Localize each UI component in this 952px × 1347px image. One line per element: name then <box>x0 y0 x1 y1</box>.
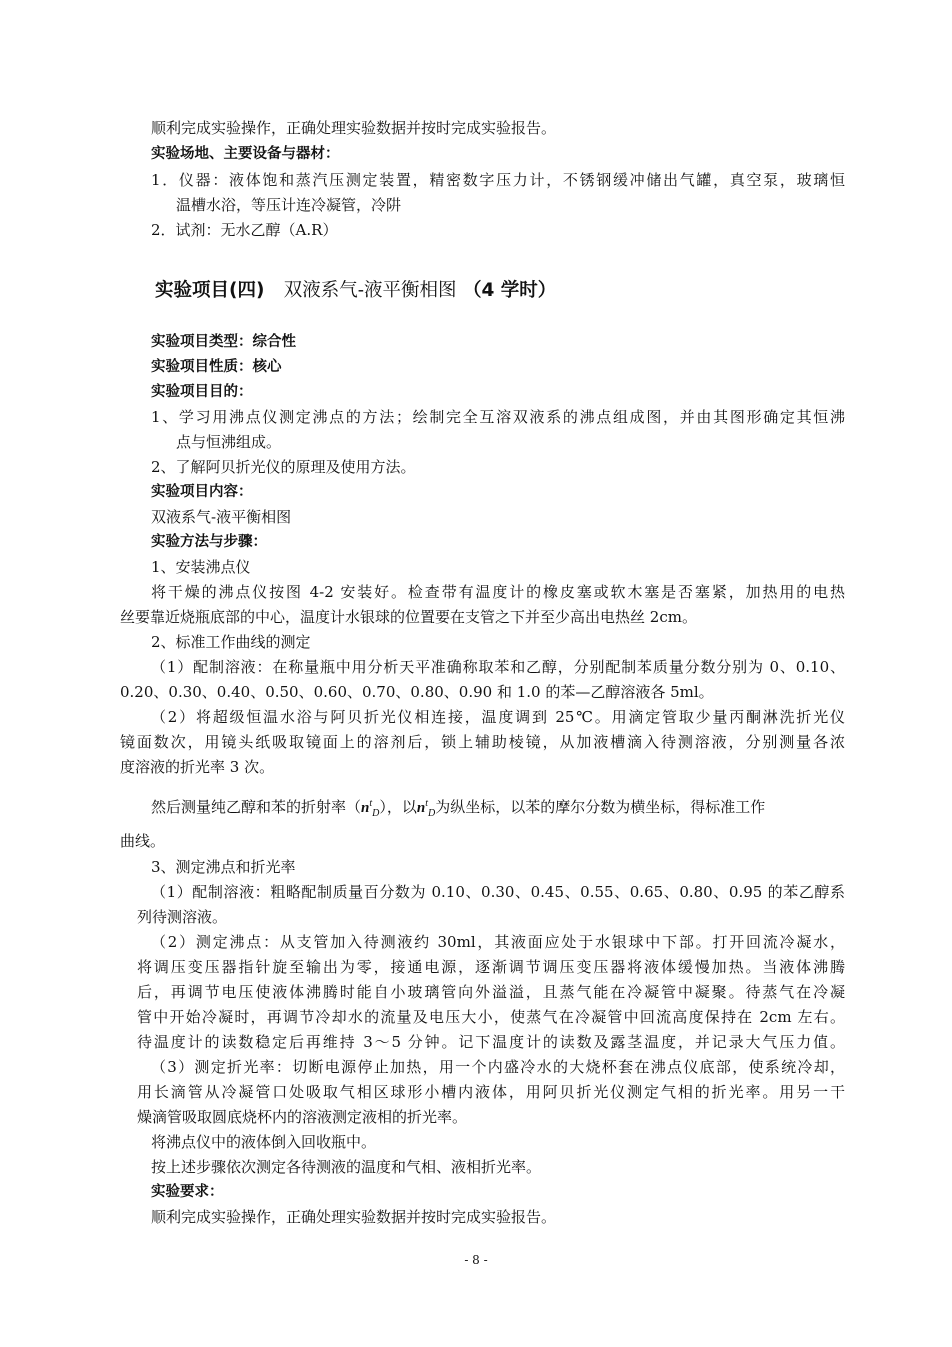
refractive-index-symbol: $n^t_D$ <box>361 798 380 819</box>
step2-curve-paragraph: 然后测量纯乙醇和苯的折射率$(n^t_D)$，以$n^t_D$为纵坐标，以苯的摩尔分数为横坐标，得标准工作 <box>151 798 766 819</box>
step2-refract-paragraph: （2）将超级恒温水浴与阿贝折光仪相连接，温度调到 25℃。用滴定管取少量丙酮淋洗折光仪 <box>151 708 845 726</box>
content-text: 双液系气-液平衡相图 <box>151 508 292 526</box>
section-title-number: 实验项目(四) <box>155 280 265 301</box>
type-line: 实验项目类型：综合性 <box>151 334 296 350</box>
purpose-item-1: 1、学习用沸点仪测定沸点的方法；绘制完全互溶双液系的沸点组成图，并由其图形确定其恒沸 <box>151 408 845 426</box>
content-heading: 实验项目内容： <box>151 484 253 500</box>
step3-prep-paragraph-cont: 列待测溶液。 <box>137 908 228 926</box>
section-title <box>155 281 556 301</box>
requirements-heading: 实验要求： <box>151 1184 224 1200</box>
step2-title: 2、标准工作曲线的测定 <box>151 633 311 651</box>
equipment-item-1-cont: 温槽水浴，等压计连冷凝管，冷阱 <box>176 196 402 214</box>
step3-refract-paragraph-line2: 用长滴管从冷凝管口处吸取气相区球形小槽内液体，用阿贝折光仪测定气相的折光率。用另一干 <box>137 1083 845 1101</box>
step3-title: 3、测定沸点和折光率 <box>151 858 296 876</box>
requirements-text: 顺利完成实验操作，正确处理实验数据并按时完成实验报告。 <box>151 1208 557 1226</box>
page-number: - 8 - <box>464 1253 488 1267</box>
step3-boil-paragraph-line5: 待温度计的读数稳定后再维持 3～5 分钟。记下温度计的读数及露茎温度，并记录大气压力值。 <box>137 1033 845 1051</box>
step3-repeat-line: 按上述步骤依次测定各待测液的温度和气相、液相折光率。 <box>151 1158 542 1176</box>
step3-refract-paragraph-line3: 燥滴管吸取圆底烧杯内的溶液测定液相的折光率。 <box>137 1108 468 1126</box>
section-title-hours: （4 学时） <box>462 280 557 301</box>
step3-boil-paragraph: （2）测定沸点：从支管加入待测液约 30ml，其液面应处于水银球中下部。打开回流冷凝水， <box>151 933 845 951</box>
step2-refract-paragraph-end: 度溶液的折光率 3 次。 <box>120 758 275 776</box>
step1-paragraph-cont: 丝要靠近烧瓶底部的中心，温度计水银球的位置要在支管之下并至少高出电热丝 2cm。 <box>120 608 697 626</box>
step3-boil-paragraph-line2: 将调压变压器指针旋至输出为零，接通电源，逐渐调节调压变压器将液体缓慢加热。当液体沸腾 <box>137 958 845 976</box>
step3-prep-paragraph: （1）配制溶液：粗略配制质量百分数为 0.10、0.30、0.45、0.55、0.65、0.80、0.95 的苯乙醇系 <box>151 883 845 901</box>
step1-paragraph: 将干燥的沸点仪按图 4-2 安装好。检查带有温度计的橡皮塞或软木塞是否塞紧，加热用的电热 <box>151 583 845 601</box>
purpose-item-2: 2、了解阿贝折光仪的原理及使用方法。 <box>151 458 416 476</box>
step3-boil-paragraph-line3: 后，再调节电压使液体沸腾时能自小玻璃管向外溢溢，且蒸气能在冷凝管中凝聚。待蒸气在冷凝 <box>137 983 845 1001</box>
step2-refract-paragraph-cont: 镜面数次，用镜头纸吸取镜面上的溶剂后，锁上辅助棱镜，从加液槽滴入待测溶液，分别测量各浓 <box>120 733 845 751</box>
step2-prep-paragraph-cont: 0.20、0.30、0.40、0.50、0.60、0.70、0.80、0.90 和 1.0 的苯—乙醇溶液各 5ml。 <box>120 683 714 701</box>
reagent-item-2: 2．试剂：无水乙醇（A.R） <box>151 221 338 239</box>
step3-refract-paragraph: （3）测定折光率：切断电源停止加热，用一个内盛冷水的大烧杯套在沸点仪底部，使系统冷却， <box>151 1058 845 1076</box>
nature-line: 实验项目性质：核心 <box>151 359 282 375</box>
section-title-name: 双液系气-液平衡相图 <box>283 280 457 301</box>
step3-recover-line: 将沸点仪中的液体倒入回收瓶中。 <box>151 1133 377 1151</box>
step3-boil-paragraph-line4: 管中开始冷凝时，再调节冷却水的流量及电压大小，使蒸气在冷凝管中回流高度保持在 2cm 左右。 <box>137 1008 845 1026</box>
method-heading: 实验方法与步骤： <box>151 534 267 550</box>
purpose-heading: 实验项目目的： <box>151 384 253 400</box>
equipment-item-1: 1．仪器：液体饱和蒸汽压测定装置，精密数字压力计，不锈钢缓冲储出气罐，真空泵，玻璃恒 <box>151 171 845 189</box>
refractive-index-symbol: $n^t_D$ <box>416 798 436 819</box>
intro-line: 顺利完成实验操作，正确处理实验数据并按时完成实验报告。 <box>151 119 557 137</box>
step2-curve-paragraph-end: 曲线。 <box>120 832 166 850</box>
purpose-item-1-cont: 点与恒沸组成。 <box>176 433 282 451</box>
venue-heading: 实验场地、主要设备与器材： <box>151 146 340 162</box>
step2-prep-paragraph: （1）配制溶液：在称量瓶中用分析天平准确称取苯和乙醇，分别配制苯质量分数分别为 0、0.10、 <box>151 658 845 676</box>
step1-title: 1、安装沸点仪 <box>151 558 251 576</box>
